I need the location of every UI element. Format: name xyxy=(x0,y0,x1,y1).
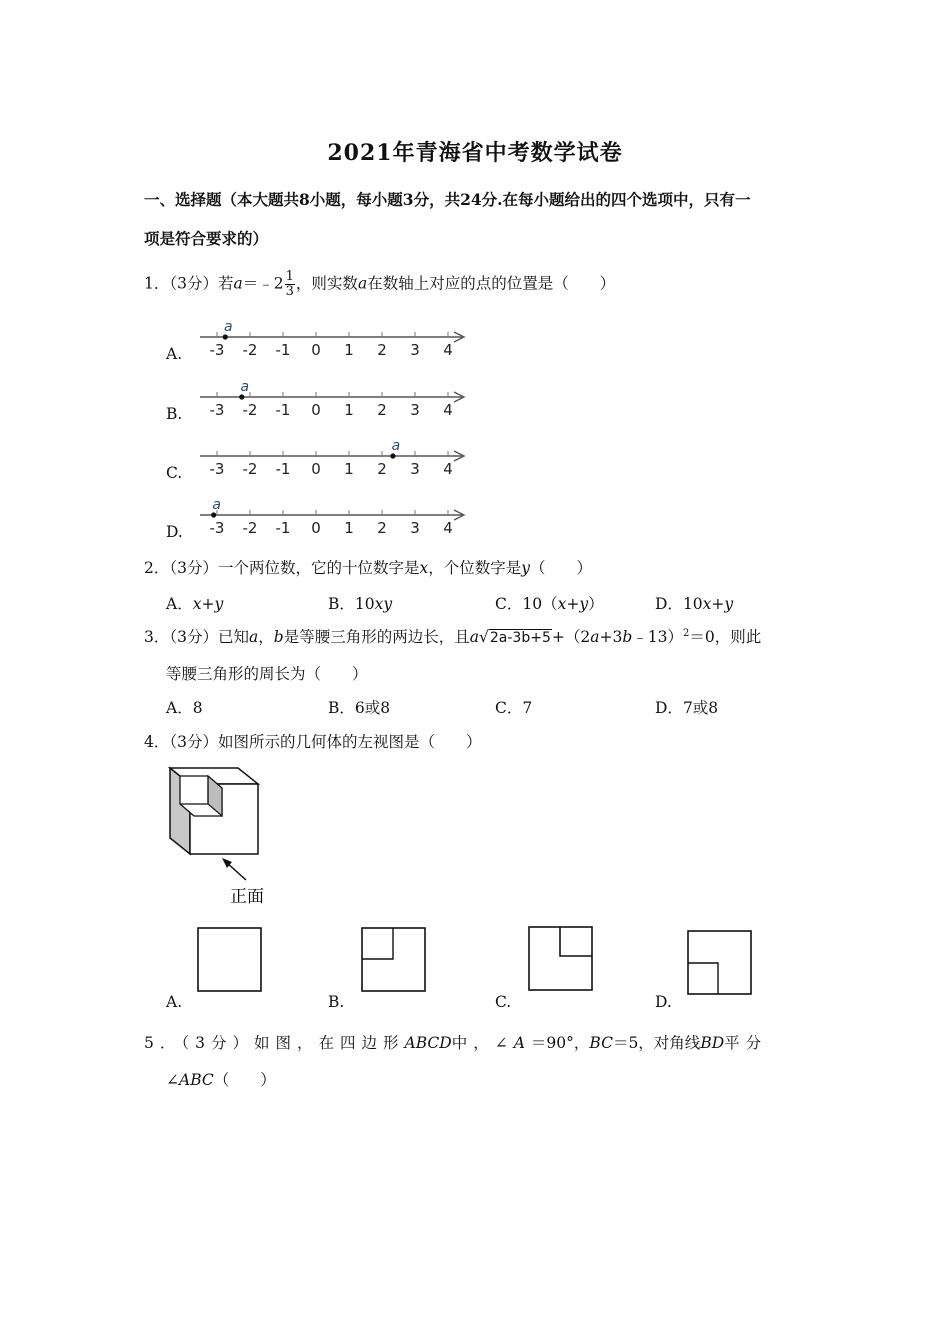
tick-label: 1 xyxy=(344,460,354,478)
point-a-label: a xyxy=(240,380,250,395)
solid-figure-3d xyxy=(160,762,280,912)
question-2-option-b[interactable]: B．10xy xyxy=(328,595,393,613)
question-5-stem-line1: 5．（3分）如图，在四边形ABCD中，∠A＝90°，BC＝5，对角线BD平分 xyxy=(144,1034,768,1052)
sqrt-radicand: 2a-3b+5 xyxy=(489,630,551,646)
q4-option-d-figure[interactable] xyxy=(686,929,756,997)
tick-label: 1 xyxy=(344,519,354,537)
tick-label: 1 xyxy=(344,401,354,419)
point-a xyxy=(223,334,228,339)
point-a-label: a xyxy=(391,439,401,454)
point-a xyxy=(211,512,216,517)
tick-label: -2 xyxy=(242,401,258,419)
tick-label: 4 xyxy=(443,519,453,537)
tick-label: 3 xyxy=(410,341,420,359)
tick-label: 2 xyxy=(377,519,387,537)
section-heading-line1: 一、选择题（本大题共8小题，每小题3分，共24分.在每小题给出的四个选项中，只有一 xyxy=(144,190,751,209)
tick-label: 2 xyxy=(377,460,387,478)
tick-label: 1 xyxy=(344,341,354,359)
question-2-option-a[interactable]: A．x+y xyxy=(166,595,224,613)
tick-label: 4 xyxy=(443,401,453,419)
q4-option-a-figure[interactable] xyxy=(196,926,266,994)
tick-label: 2 xyxy=(377,341,387,359)
q1-option-a-label[interactable]: A. xyxy=(166,345,183,363)
question-3-stem-line1: 3．（3分）已知a，b是等腰三角形的两边长，且a√2a-3b+5+（2a+3b﹣13）$^2$＝0，则此 xyxy=(144,627,762,646)
point-a xyxy=(390,453,395,458)
question-3-option-a[interactable]: A．8 xyxy=(166,699,203,717)
q4-option-b-label[interactable]: B. xyxy=(328,993,345,1011)
q4-option-a-label[interactable]: A. xyxy=(166,993,183,1011)
q1-option-c-number-line[interactable] xyxy=(196,439,471,483)
q4-option-b-figure[interactable] xyxy=(360,926,430,994)
q1-option-b-number-line[interactable] xyxy=(196,380,471,424)
question-3-option-c[interactable]: C．7 xyxy=(495,699,533,717)
tick-label: -3 xyxy=(209,341,225,359)
question-3-stem-line2: 等腰三角形的周长为（ ） xyxy=(166,665,368,683)
tick-label: 0 xyxy=(311,401,321,419)
fraction-one-third: $\frac{1}{3}$ xyxy=(285,269,294,299)
tick-label: -1 xyxy=(275,519,291,537)
point-a-label: a xyxy=(223,320,233,335)
tick-label: -2 xyxy=(242,519,258,537)
tick-label: -1 xyxy=(275,401,291,419)
section-heading-line2: 项是符合要求的） xyxy=(144,229,269,248)
question-2-stem: 2．（3分）一个两位数，它的十位数字是x，个位数字是y（ ） xyxy=(144,559,593,577)
tick-label: -3 xyxy=(209,519,225,537)
tick-label: -1 xyxy=(275,460,291,478)
q1-option-d-label[interactable]: D. xyxy=(166,523,183,541)
tick-label: 4 xyxy=(443,341,453,359)
tick-label: 4 xyxy=(443,460,453,478)
point-a-label: a xyxy=(212,498,221,513)
question-1-stem: 1．（3分）若a＝﹣2 $\frac{1}{3}$ ，则实数a在数轴上对应的点的位置是（ ） xyxy=(144,269,616,299)
tick-label: -3 xyxy=(209,460,225,478)
question-5-stem-line2: ∠ABC（ ） xyxy=(166,1071,276,1089)
question-4-stem: 4．（3分）如图所示的几何体的左视图是（ ） xyxy=(144,733,482,751)
q1-option-d-number-line[interactable] xyxy=(196,498,471,542)
q4-option-c-label[interactable]: C. xyxy=(495,993,512,1011)
tick-label: 0 xyxy=(311,519,321,537)
tick-label: 0 xyxy=(311,460,321,478)
front-label: 正面 xyxy=(230,887,264,907)
question-3-option-d[interactable]: D．7或8 xyxy=(655,699,719,717)
tick-label: 0 xyxy=(311,341,321,359)
q4-option-c-figure[interactable] xyxy=(527,925,597,993)
question-2-option-c[interactable]: C．10（x+y） xyxy=(495,595,604,613)
page-title: 2021年青海省中考数学试卷 xyxy=(327,140,623,166)
tick-label: -1 xyxy=(275,341,291,359)
tick-label: 3 xyxy=(410,519,420,537)
point-a xyxy=(239,394,244,399)
q1-option-b-label[interactable]: B. xyxy=(166,405,183,423)
tick-label: 3 xyxy=(410,460,420,478)
q1-option-a-number-line[interactable] xyxy=(196,320,471,364)
tick-label: -2 xyxy=(242,460,258,478)
tick-label: 2 xyxy=(377,401,387,419)
question-2-option-d[interactable]: D．10x+y xyxy=(655,595,734,613)
q1-option-c-label[interactable]: C. xyxy=(166,464,183,482)
tick-label: -2 xyxy=(242,341,258,359)
question-3-option-b[interactable]: B．6或8 xyxy=(328,699,391,717)
sqrt-sign: √ xyxy=(478,628,489,646)
tick-label: -3 xyxy=(209,401,225,419)
tick-label: 3 xyxy=(410,401,420,419)
q4-option-d-label[interactable]: D. xyxy=(655,993,672,1011)
